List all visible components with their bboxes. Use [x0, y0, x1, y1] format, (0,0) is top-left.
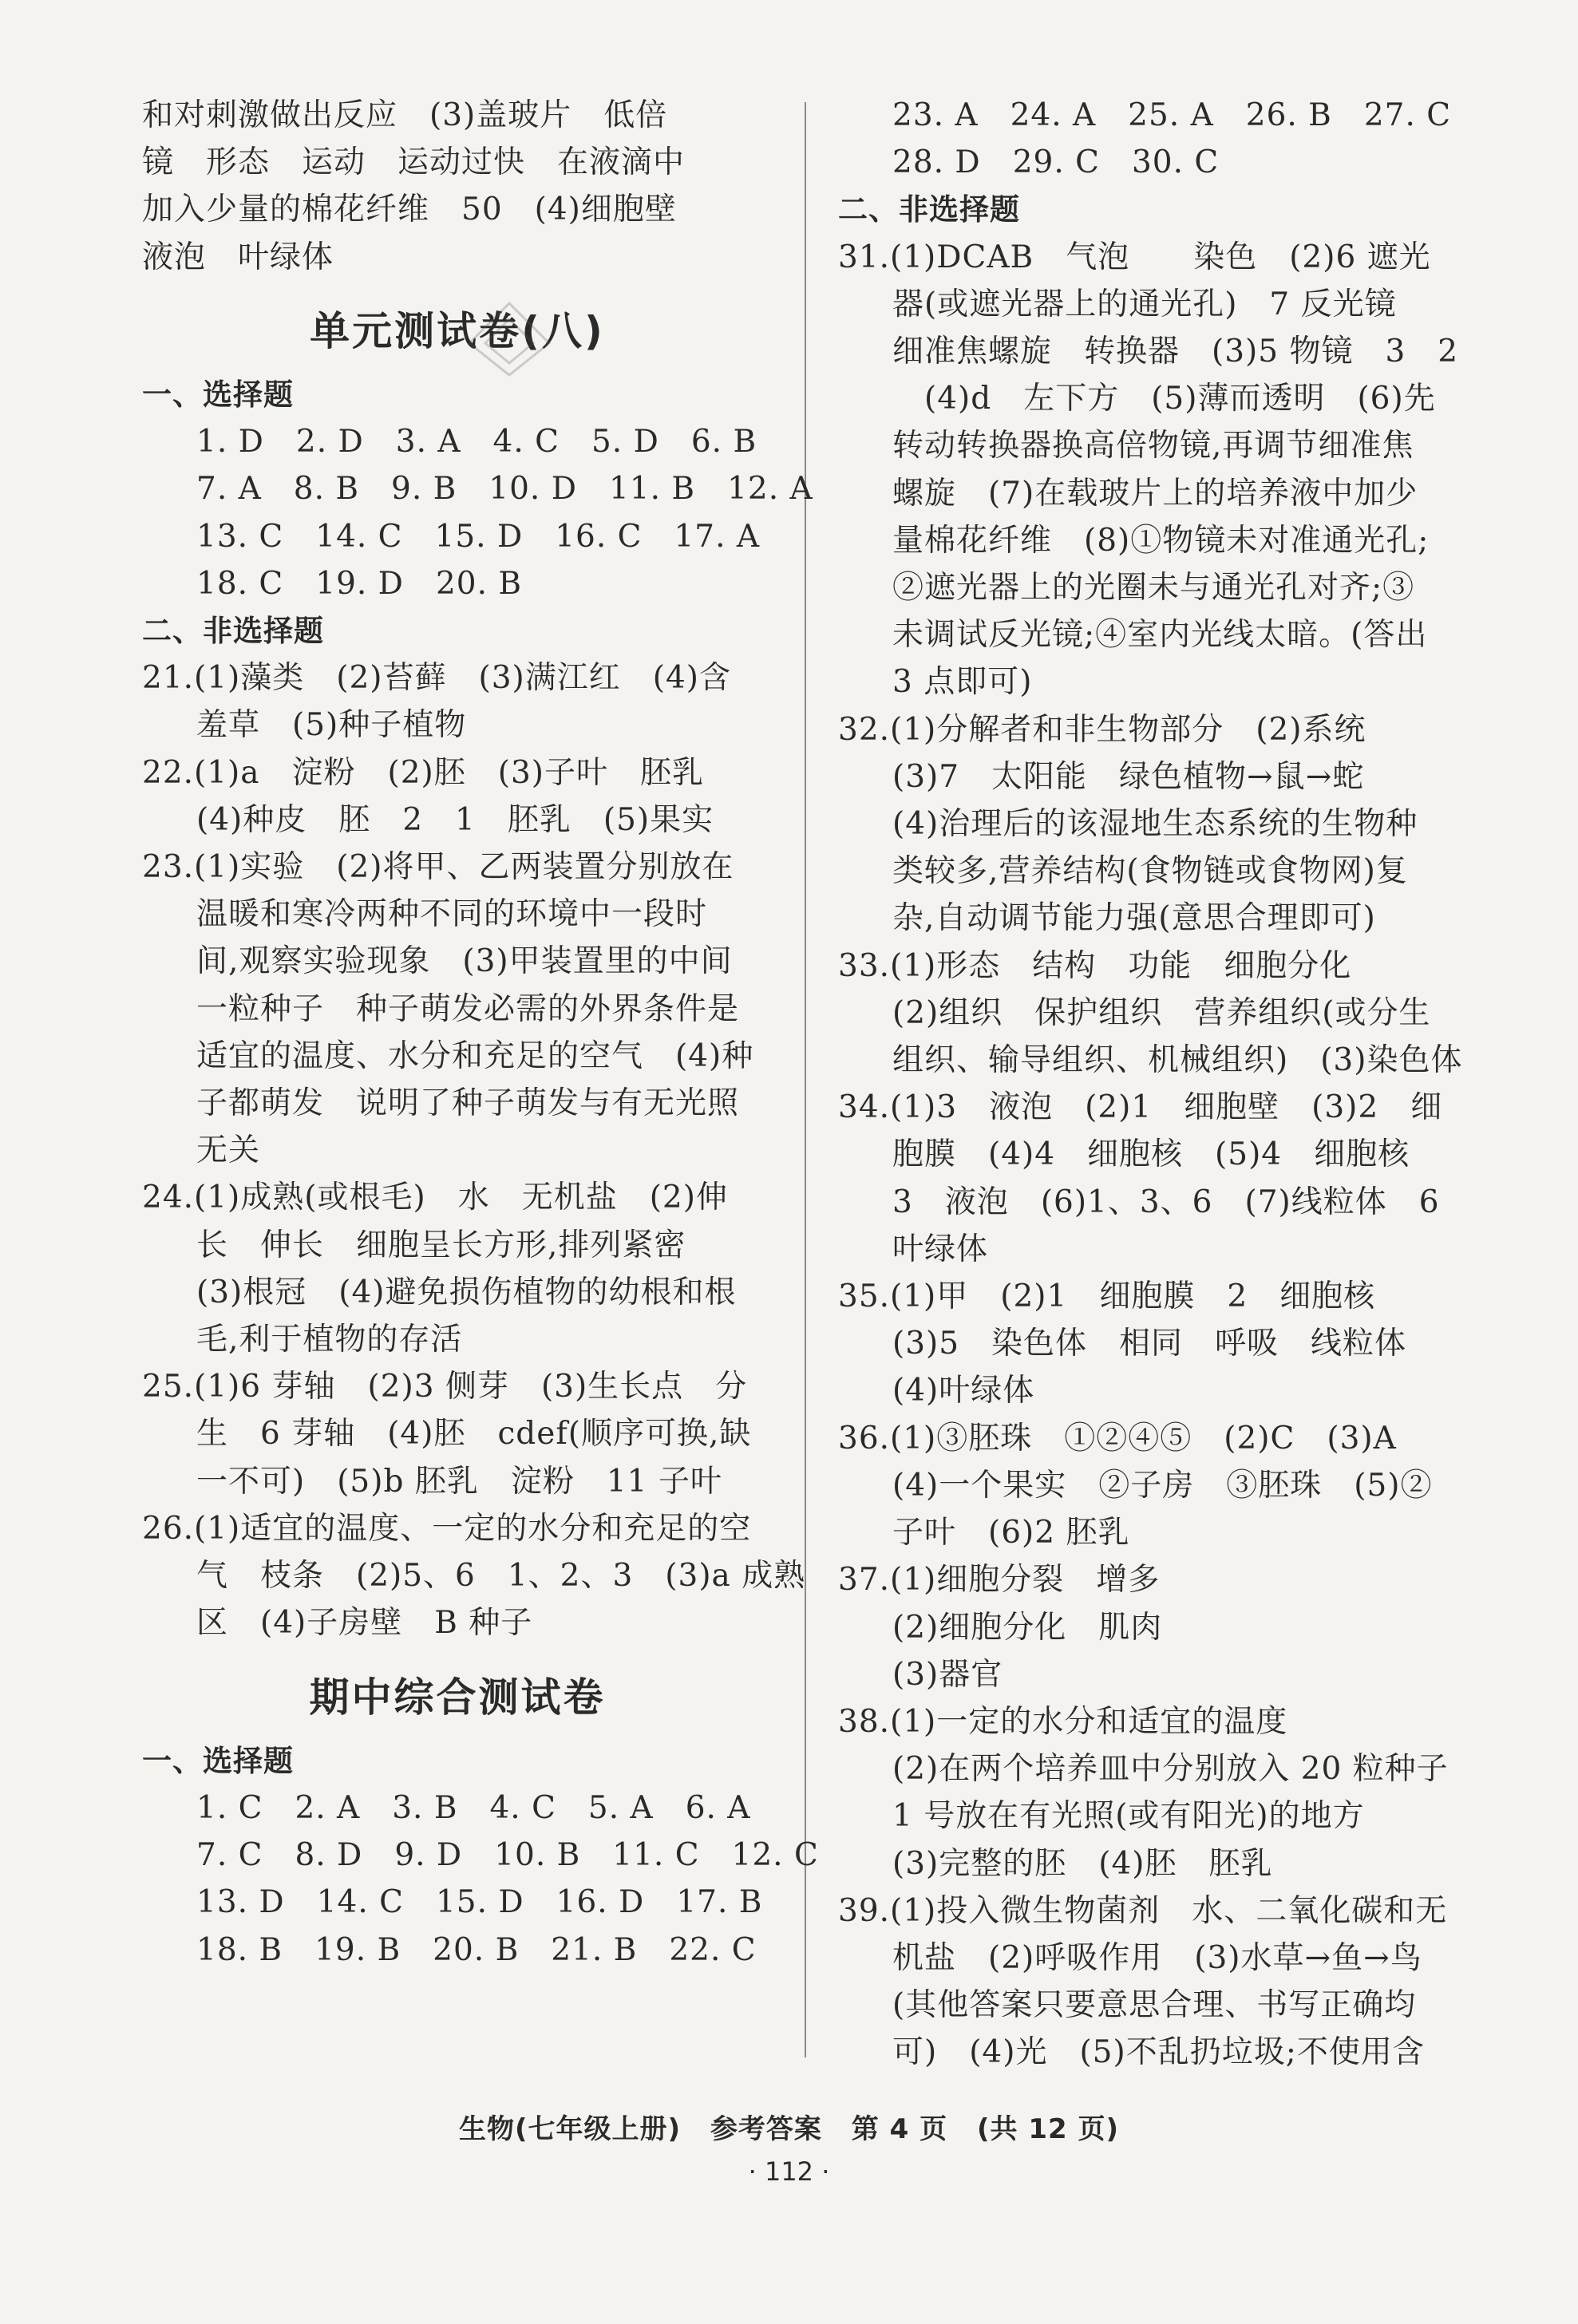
footer-subject: 生物(七年级上册): [458, 2113, 682, 2145]
answer-line: 转动转换器换高倍物镜,再调节细准焦: [892, 428, 1414, 464]
question-number: 35.: [838, 1279, 891, 1315]
answer-line-first: [838, 1887, 1477, 1935]
answer-line: 28. D 29. C 30. C: [892, 144, 1220, 181]
answer-line: 1. D 2. D 3. A 4. C 5. D 6. B: [196, 424, 757, 460]
answer-line-first: [838, 1415, 1477, 1462]
answer-item: [838, 1887, 1477, 2077]
midterm-section-choice: 一、选择题: [142, 1743, 294, 1778]
answer-text: (1)3 液泡 (2)1 细胞壁 (3)2 细: [890, 1089, 1443, 1126]
answer-line-first: [838, 1273, 1477, 1320]
answer-line: 1 号放在有光照(或有阳光)的地方: [892, 1798, 1365, 1835]
answer-text: (1)藻类 (2)苔藓 (3)满江红 (4)含: [194, 660, 732, 697]
answer-line: 适宜的温度、水分和充足的空气 (4)种: [196, 1038, 754, 1074]
answer-line: (2)在两个培养皿中分别放入 20 粒种子: [892, 1751, 1449, 1788]
footer-page: 第 4 页: [851, 2113, 948, 2145]
answer-line-first: [142, 1363, 773, 1410]
answer-line: 胞膜 (4)4 细胞核 (5)4 细胞核: [892, 1136, 1410, 1173]
answer-line: 生 6 芽轴 (4)胚 cdef(顺序可换,缺: [196, 1416, 752, 1452]
answer-line-first: [838, 234, 1477, 281]
answer-line: 镜 形态 运动 运动过快 在液滴中: [142, 144, 686, 181]
answer-text: (1)细胞分裂 增多: [890, 1562, 1161, 1599]
answer-line: (3)根冠 (4)避免损伤植物的幼根和根: [196, 1274, 737, 1310]
answer-item: [838, 943, 1477, 1085]
right-column: [838, 92, 1477, 2077]
answer-text: (1)分解者和非生物部分 (2)系统: [890, 711, 1366, 748]
answer-line: 气 枝条 (2)5、6 1、2、3 (3)a 成熟: [196, 1558, 806, 1595]
question-number: 22.: [142, 754, 195, 791]
answer-line: (2)细胞分化 肌肉: [892, 1609, 1163, 1646]
answer-text: (1)③胚珠 ①②④⑤ (2)C (3)A: [890, 1420, 1397, 1456]
midterm-section-nonchoice: 二、非选择题: [838, 192, 1020, 227]
answer-text: (1)形态 结构 功能 细胞分化: [890, 947, 1352, 984]
answer-line: 细准焦螺旋 转换器 (3)5 物镜 3 2: [892, 334, 1459, 370]
answer-line: 杂,自动调节能力强(意思合理即可): [892, 900, 1376, 937]
answer-line-first: [142, 844, 773, 891]
answer-item: [838, 234, 1477, 706]
answer-line: 子叶 (6)2 胚乳: [892, 1515, 1130, 1551]
answer-line: 可) (4)光 (5)不乱扔垃圾;不使用含: [892, 2034, 1425, 2071]
answer-line: 7. C 8. D 9. D 10. B 11. C 12. C: [196, 1837, 819, 1874]
answer-item: [838, 1415, 1477, 1557]
answer-line: (其他答案只要意思合理、书写正确均: [892, 1987, 1417, 2024]
answer-line-first: [838, 943, 1477, 990]
answer-line: (4)种皮 胚 2 1 胚乳 (5)果实: [196, 801, 714, 838]
column-divider: [805, 102, 806, 2057]
answer-item: [142, 1505, 806, 1647]
answer-line: 螺旋 (7)在载玻片上的培养液中加少: [892, 475, 1418, 512]
answer-line: 长 伸长 细胞呈长方形,排列紧密: [196, 1227, 686, 1263]
answer-item: [142, 1174, 773, 1363]
answer-line-first: [838, 706, 1477, 753]
answer-line: 机盐 (2)呼吸作用 (3)水草→鱼→鸟: [892, 1939, 1422, 1976]
answer-text: (1)适宜的温度、一定的水分和充足的空: [194, 1510, 752, 1547]
question-number: 36.: [838, 1420, 891, 1456]
answer-line: 子都萌发 说明了种子萌发与有无光照: [196, 1085, 740, 1122]
midterm-choice-answers: [142, 1785, 819, 1974]
left-column: [142, 92, 819, 1974]
answer-line: 一不可) (5)b 胚乳 淀粉 11 子叶: [196, 1463, 722, 1500]
answer-line: 无关: [196, 1132, 261, 1169]
answer-item: [142, 749, 773, 844]
answer-item: [838, 1698, 1477, 1887]
answer-line: (3)7 太阳能 绿色植物→鼠→蛇: [892, 758, 1365, 795]
answer-line: 7. A 8. B 9. B 10. D 11. B 12. A: [196, 471, 813, 508]
question-number: 26.: [142, 1510, 195, 1547]
intro-answer-block: [142, 92, 773, 281]
answer-line-first: [838, 1698, 1477, 1745]
question-number: 24.: [142, 1180, 195, 1216]
answer-line: 类较多,营养结构(食物链或食物网)复: [892, 853, 1408, 890]
answer-line: 间,观察实验现象 (3)甲装置里的中间: [196, 943, 733, 980]
watermark-stamp-icon: [453, 295, 565, 383]
answer-line: (4)治理后的该湿地生态系统的生物种: [892, 806, 1418, 843]
answer-line: (3)5 染色体 相同 呼吸 线粒体: [892, 1326, 1407, 1362]
answer-item: [142, 844, 773, 1174]
answer-line: 13. C 14. C 15. D 16. C 17. A: [196, 518, 761, 555]
question-number: 25.: [142, 1369, 195, 1405]
answer-line: (2)组织 保护组织 营养组织(或分生: [892, 994, 1431, 1031]
answer-line-first: [142, 1505, 773, 1552]
question-number: 37.: [838, 1562, 891, 1599]
unit8-section-nonchoice: 二、非选择题: [142, 614, 324, 649]
midterm-nonchoice-answers: [838, 234, 1477, 2077]
answer-line: (3)器官: [892, 1656, 1003, 1693]
answer-line: 23. A 24. A 25. A 26. B 27. C: [892, 97, 1452, 133]
answer-line: 液泡 叶绿体: [142, 239, 334, 275]
unit8-title: 单元测试卷(八): [142, 308, 773, 355]
answer-line: (4)一个果实 ②子房 ③胚珠 (5)②: [892, 1467, 1433, 1504]
footer-label: 参考答案: [710, 2113, 822, 2145]
answer-text: (1)甲 (2)1 细胞膜 2 细胞核: [890, 1279, 1376, 1315]
answer-line: 3 液泡 (6)1、3、6 (7)线粒体 6: [892, 1184, 1440, 1220]
answer-text: (1)实验 (2)将甲、乙两装置分别放在: [194, 849, 734, 886]
midterm-choice-answers-cont: [838, 92, 1477, 186]
answer-line: ②遮光器上的光圈未与通光孔对齐;③: [892, 570, 1415, 607]
answer-text: (1)一定的水分和适宜的温度: [890, 1703, 1288, 1740]
answer-item: [142, 1363, 773, 1505]
answer-line: 区 (4)子房壁 B 种子: [196, 1605, 533, 1642]
question-number: 38.: [838, 1703, 891, 1740]
answer-line: 1. C 2. A 3. B 4. C 5. A 6. A: [196, 1789, 751, 1826]
page-number: · 112 ·: [748, 2156, 830, 2187]
answer-text: (1)投入微生物菌剂 水、二氧化碳和无: [890, 1892, 1448, 1929]
answer-line: 温暖和寒冷两种不同的环境中一段时: [196, 896, 708, 933]
unit8-nonchoice-answers: [142, 654, 806, 1646]
answer-item: [142, 654, 773, 749]
question-number: 32.: [838, 711, 891, 748]
answer-line-first: [142, 654, 773, 702]
answer-line: 羞草 (5)种子植物: [196, 707, 467, 744]
answer-line-first: [838, 1084, 1477, 1131]
answer-item: [838, 706, 1477, 943]
answer-line: (4)d 左下方 (5)薄而透明 (6)先: [892, 381, 1436, 417]
question-number: 34.: [838, 1089, 891, 1126]
answer-line-first: [838, 1556, 1477, 1603]
answer-line: (4)叶绿体: [892, 1373, 1035, 1409]
answer-item: [838, 1556, 1477, 1698]
footer-total: (共 12 页): [976, 2113, 1120, 2145]
answer-line-first: [142, 1174, 773, 1221]
unit8-choice-answers: [142, 418, 813, 607]
answer-line: 加入少量的棉花纤维 50 (4)细胞壁: [142, 192, 677, 228]
page-footer: [0, 2107, 1578, 2146]
answer-line: 13. D 14. C 15. D 16. D 17. B: [196, 1884, 763, 1921]
answer-line-first: [142, 749, 773, 796]
answer-line: 量棉花纤维 (8)①物镜未对准通光孔;: [892, 522, 1430, 559]
question-number: 21.: [142, 660, 195, 697]
answer-line: 叶绿体: [892, 1231, 989, 1267]
answer-line: 毛,利于植物的存活: [196, 1322, 463, 1358]
answer-text: (1)DCAB 气泡 染色 (2)6 遮光: [890, 239, 1431, 275]
answer-text: (1)a 淀粉 (2)胚 (3)子叶 胚乳: [194, 754, 705, 791]
answer-line: 一粒种子 种子萌发必需的外界条件是: [196, 990, 740, 1027]
answer-line: 18. B 19. B 20. B 21. B 22. C: [196, 1931, 757, 1968]
answer-line: 3 点即可): [892, 664, 1033, 701]
question-number: 23.: [142, 849, 195, 886]
answer-line: 和对刺激做出反应 (3)盖玻片 低倍: [142, 97, 668, 133]
question-number: 33.: [838, 947, 891, 984]
answer-text: (1)成熟(或根毛) 水 无机盐 (2)伸: [194, 1180, 728, 1216]
answer-item: [838, 1084, 1477, 1273]
midterm-title: 期中综合测试卷: [309, 1674, 606, 1721]
answer-line: 器(或遮光器上的通光孔) 7 反光镜: [892, 286, 1397, 322]
answer-line: 18. C 19. D 20. B: [196, 565, 523, 602]
question-number: 39.: [838, 1892, 891, 1929]
answer-line: (3)完整的胚 (4)胚 胚乳: [892, 1845, 1273, 1882]
question-number: 31.: [838, 239, 891, 275]
answer-line: 未调试反光镜;④室内光线太暗。(答出: [892, 617, 1428, 654]
answer-item: [838, 1273, 1477, 1415]
answer-text: (1)6 芽轴 (2)3 侧芽 (3)生长点 分: [194, 1369, 748, 1405]
answer-line: 组织、输导组织、机械组织) (3)染色体: [892, 1042, 1463, 1079]
unit8-section-choice: 一、选择题: [142, 377, 294, 413]
